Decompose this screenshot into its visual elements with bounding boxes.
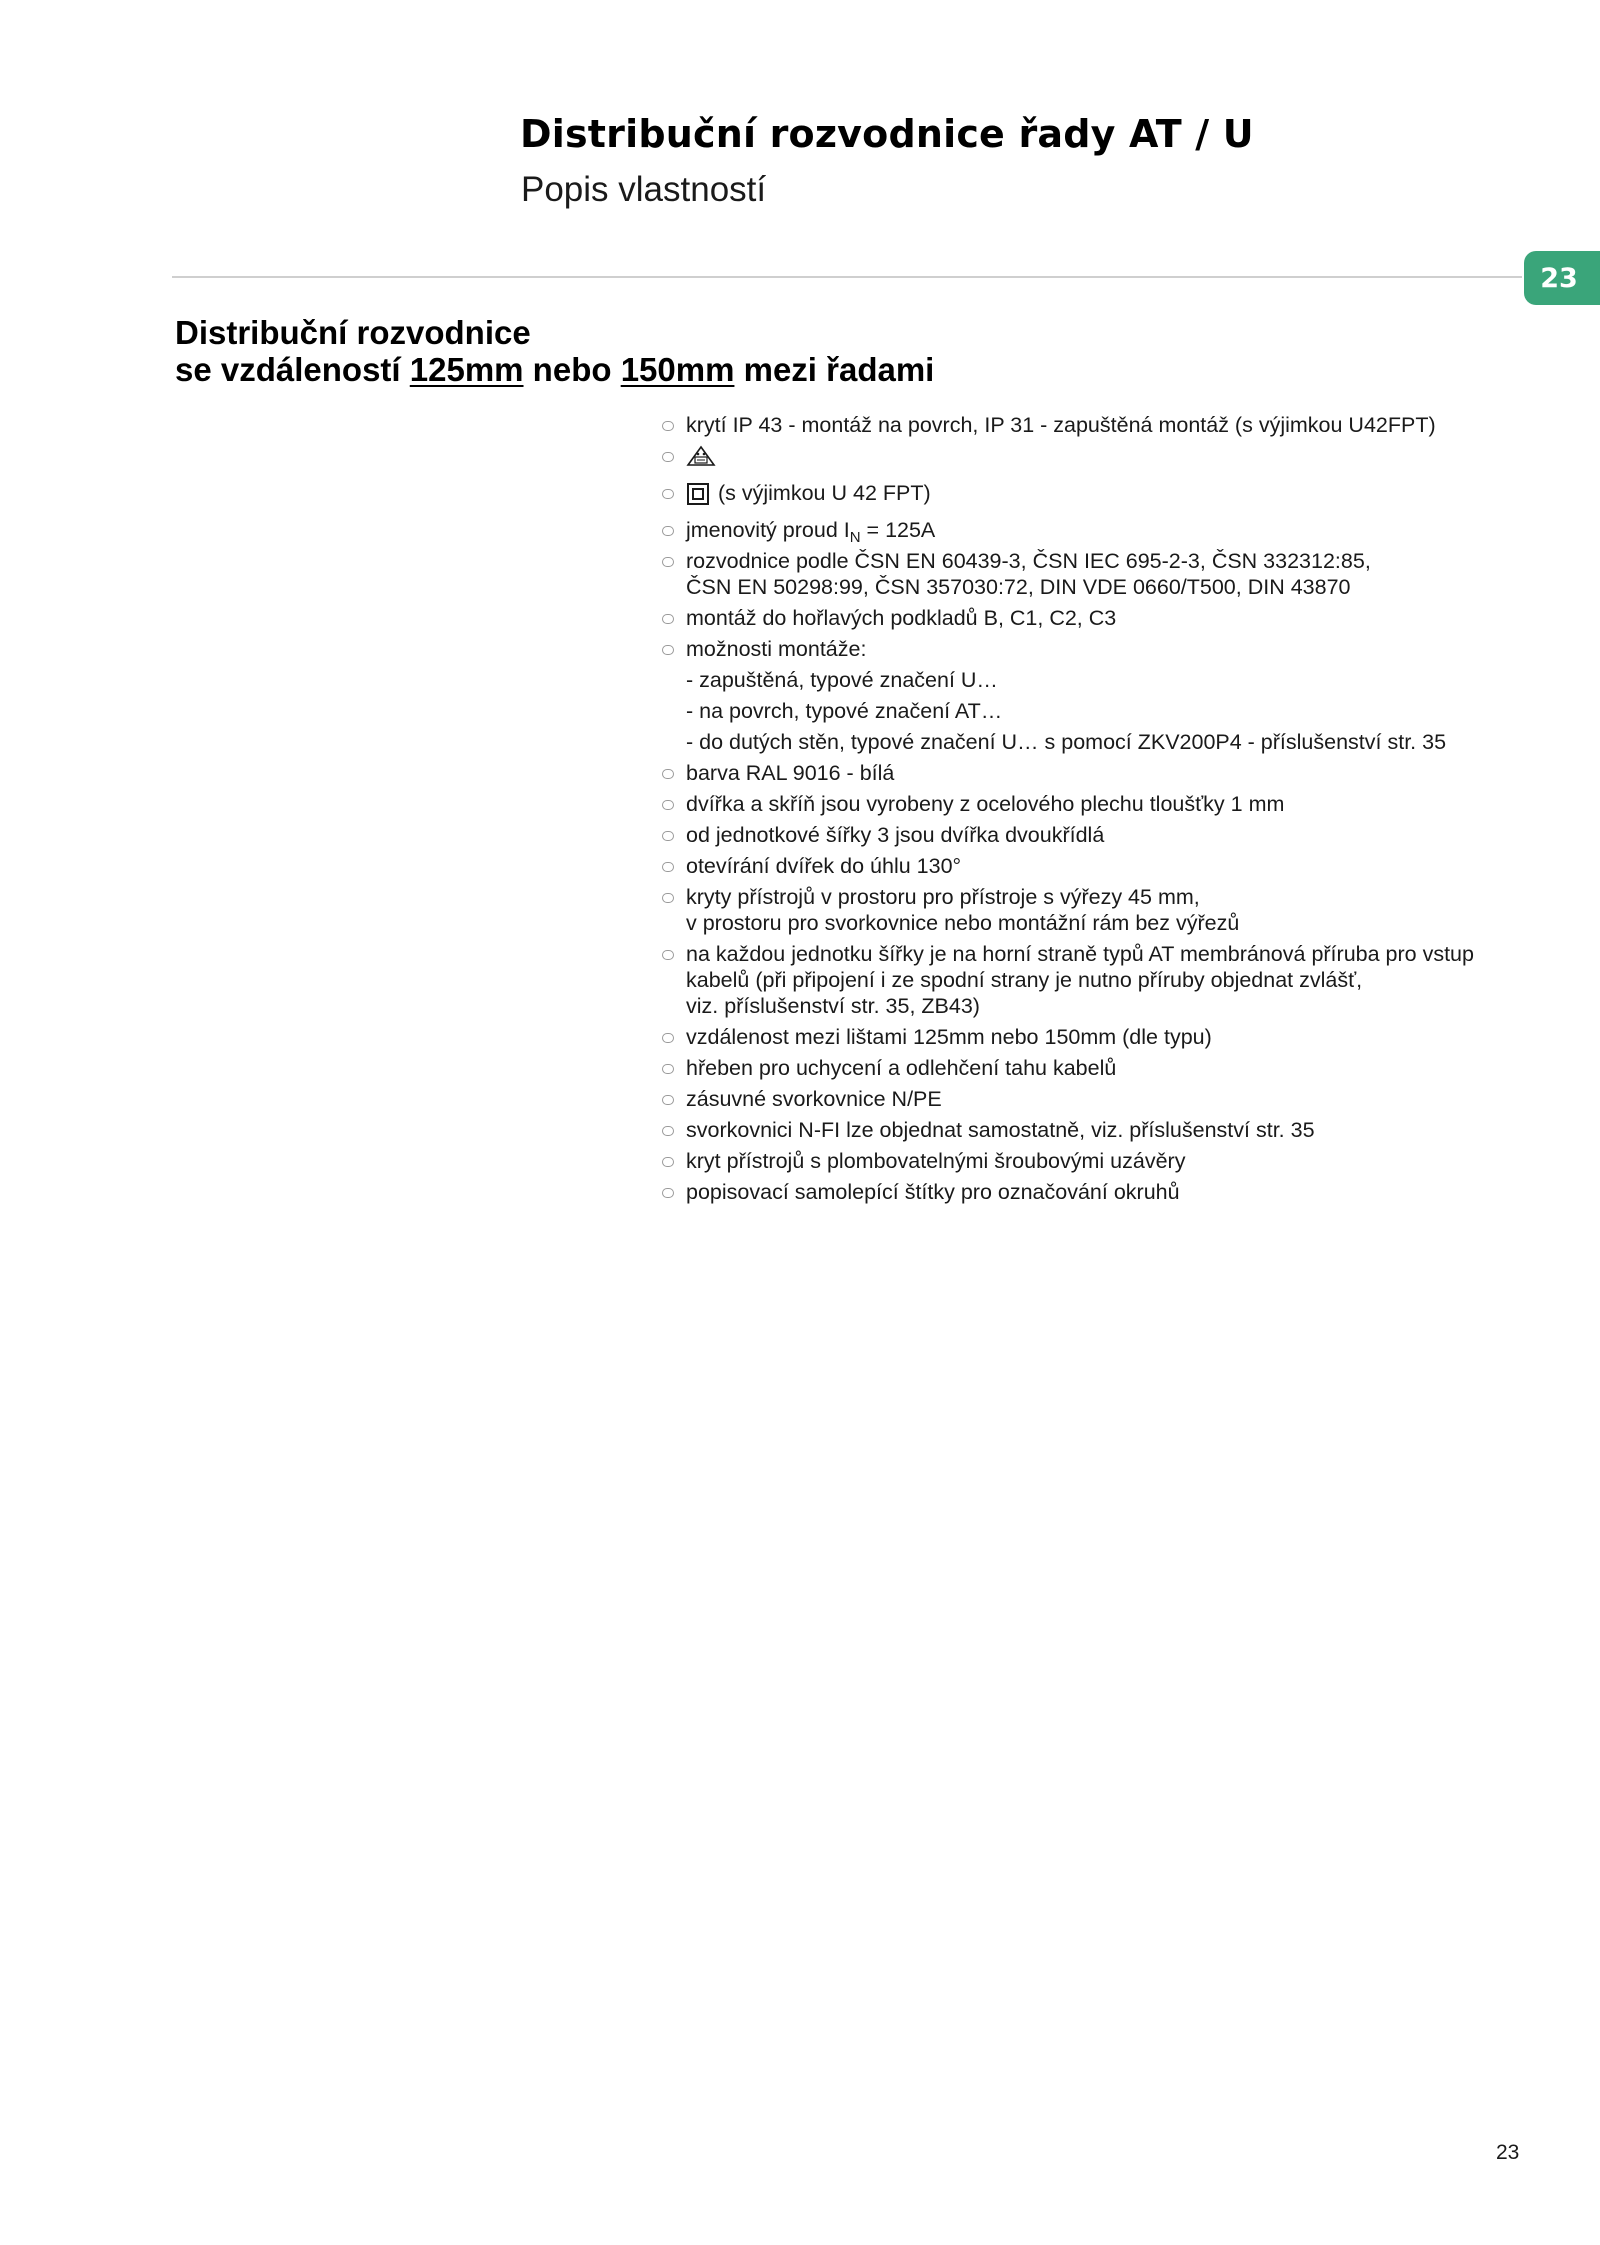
feature-list [660,412,1540,1210]
sub-list-item [660,729,1540,755]
bullet-icon [662,421,674,431]
list-item [660,443,1540,475]
bullet-icon [662,769,674,779]
list-item [660,548,1540,600]
list-item-text: = 125A [860,518,936,542]
list-item-text: - zapuštěná, typové značení U… [686,668,998,692]
list-item [660,822,1540,848]
list-item [660,791,1540,817]
bullet-icon [662,862,674,872]
list-item [660,605,1540,631]
bullet-icon [662,1095,674,1105]
sub-list-item [660,667,1540,693]
list-item [660,1148,1540,1174]
list-item-text: barva RAL 9016 - bílá [686,761,895,785]
page-title: Distribuční rozvodnice řady AT / U [520,112,1254,156]
list-item-text: od jednotkové šířky 3 jsou dvířka dvoukřídlá [686,823,1105,847]
list-item [660,412,1540,438]
section-heading-150mm: 150mm [620,351,735,388]
list-item-text: (s výjimkou U 42 FPT) [718,481,931,505]
section-heading-125mm: 125mm [409,351,524,388]
list-item [660,941,1540,1019]
list-item [660,884,1540,936]
list-item-text: montáž do hořlavých podkladů B, C1, C2, C3 [686,606,1117,630]
list-item [660,1179,1540,1205]
section-heading [175,314,934,388]
list-item-text: na každou jednotku šířky je na horní straně typů AT membránová příruba pro vstup [686,942,1474,966]
bullet-icon [662,1126,674,1136]
list-item [660,480,1540,512]
bullet-icon [662,526,674,536]
list-item-text: možnosti montáže: [686,637,867,661]
bullet-icon [662,614,674,624]
list-item [660,1117,1540,1143]
section-heading-suffix: mezi řadami [734,351,935,388]
list-item-text: kryty přístrojů v prostoru pro přístroje s výřezy 45 mm, [686,885,1200,909]
bullet-icon [662,831,674,841]
list-item-text: jmenovitý proud I [686,518,850,542]
list-item-text: dvířka a skříň jsou vyrobeny z ocelového plechu tloušťky 1 mm [686,792,1285,816]
list-item-text: ČSN EN 50298:99, ČSN 357030:72, DIN VDE 0660/T500, DIN 43870 [686,575,1351,599]
list-item [660,636,1540,662]
chapter-tab: 23 [1524,251,1600,305]
list-item-text: hřeben pro uchycení a odlehčení tahu kabelů [686,1056,1117,1080]
list-item [660,853,1540,879]
list-item-text: kryt přístrojů s plombovatelnými šroubovými uzávěry [686,1149,1186,1173]
list-item [660,517,1540,546]
header-divider [172,276,1522,278]
list-item-text: krytí IP 43 - montáž na povrch, IP 31 - zapuštěná montáž (s výjimkou U42FPT) [686,413,1436,437]
bullet-icon [662,1064,674,1074]
list-item-text: v prostoru pro svorkovnice nebo montážní rám bez výřezů [686,911,1240,935]
list-item-text: - do dutých stěn, typové značení U… s pomocí ZKV200P4 - příslušenství str. 35 [686,730,1447,754]
page-number: 23 [1496,2141,1520,2164]
protection-class-ii-icon [686,482,710,512]
list-item [660,1086,1540,1112]
list-item-text: kabelů (při připojení i ze spodní strany je nutno příruby objednat zvlášť, [686,968,1363,992]
certification-mark-icon [686,445,716,475]
bullet-icon [662,645,674,655]
bullet-icon [662,800,674,810]
bullet-icon [662,893,674,903]
page-subtitle: Popis vlastností [521,170,767,209]
list-item-text: - na povrch, typové značení AT… [686,699,1003,723]
section-heading-mid: nebo [523,351,621,388]
list-item-text: vzdálenost mezi lištami 125mm nebo 150mm (dle typu) [686,1025,1212,1049]
bullet-icon [662,557,674,567]
list-item [660,1055,1540,1081]
list-item-text: viz. příslušenství str. 35, ZB43) [686,994,980,1018]
section-heading-line1: Distribuční rozvodnice [175,314,531,351]
bullet-icon [662,1188,674,1198]
list-item [660,760,1540,786]
section-heading-prefix: se vzdáleností [175,351,410,388]
bullet-icon [662,1157,674,1167]
subscript: N [849,529,861,546]
bullet-icon [662,489,674,499]
bullet-icon [662,452,674,462]
section-heading-line2 [175,351,934,388]
bullet-icon [662,1033,674,1043]
bullet-icon [662,950,674,960]
list-item-text: rozvodnice podle ČSN EN 60439-3, ČSN IEC 695-2-3, ČSN 332312:85, [686,549,1371,573]
list-item-text: popisovací samolepící štítky pro označování okruhů [686,1180,1180,1204]
list-item-text: svorkovnici N-FI lze objednat samostatně, viz. příslušenství str. 35 [686,1118,1315,1142]
list-item-text: otevírání dvířek do úhlu 130° [686,854,962,878]
list-item [660,1024,1540,1050]
sub-list-item [660,698,1540,724]
list-item-text: zásuvné svorkovnice N/PE [686,1087,942,1111]
